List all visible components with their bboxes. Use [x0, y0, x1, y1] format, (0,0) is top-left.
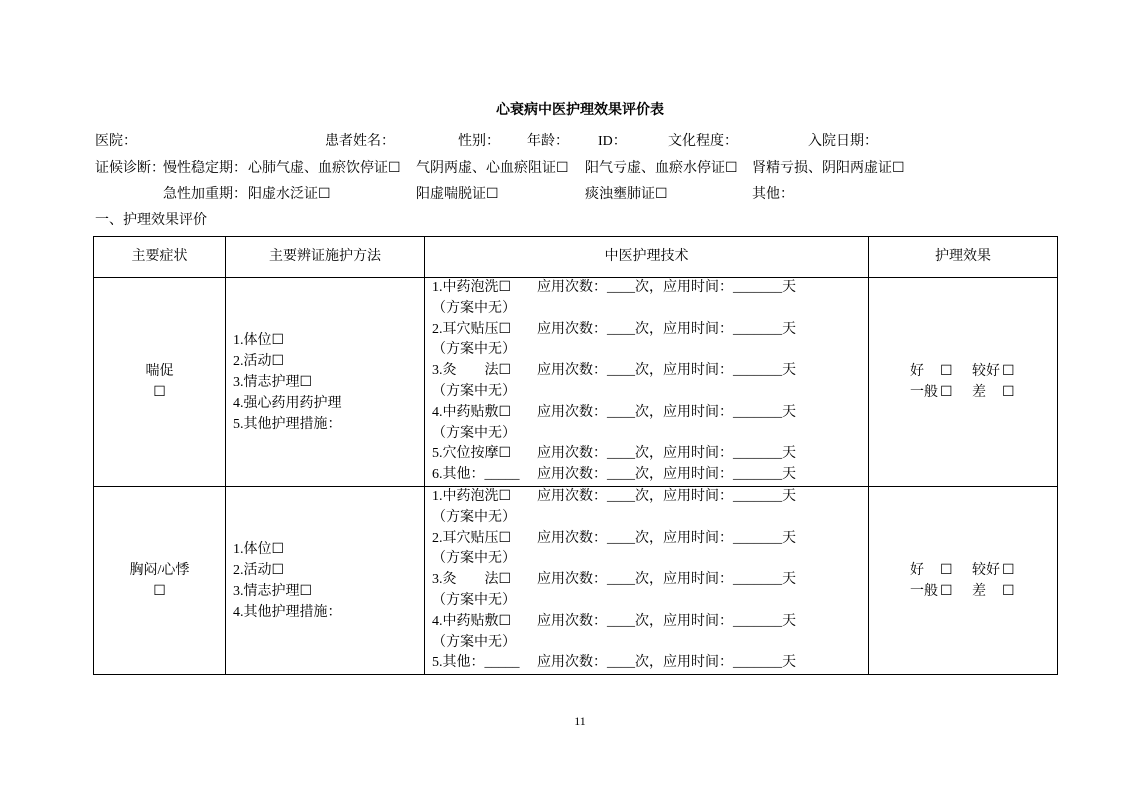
method-item: 2.活动☐: [233, 562, 285, 578]
effect-options: [910, 361, 1016, 403]
effect-label: 差: [972, 583, 986, 599]
chronic-option: 肾精亏损、阴阳两虚证☐: [752, 161, 905, 176]
technique-usage: 应用次数：____次，应用时间：_______天: [537, 446, 796, 462]
section-heading: 一、护理效果评价: [95, 213, 207, 228]
symptom-name: 胸闷/心悸: [129, 562, 190, 578]
technique-item: [432, 529, 868, 550]
technique-usage: 应用次数：____次，应用时间：_______天: [537, 321, 796, 337]
technique-name: 4.中药贴敷☐: [432, 613, 512, 629]
technique-usage: 应用次数：____次，应用时间：_______天: [537, 404, 796, 420]
effect-option-better: [972, 361, 1016, 382]
effect-option-good: [910, 560, 972, 581]
symptom-name: 喘促: [145, 364, 174, 379]
techniques-cell: [425, 278, 869, 487]
chronic-option: 心肺气虚、血瘀饮停证☐: [248, 161, 401, 176]
header-label: 主要辨证施护方法: [269, 249, 381, 264]
technique-note: （方案中无）: [432, 342, 516, 358]
effect-label: 较好: [972, 562, 1000, 578]
age-label: 年龄：: [527, 134, 569, 149]
technique-note: （方案中无）: [432, 300, 516, 316]
method-item: 1.体位☐: [233, 332, 285, 348]
methods-cell: [226, 278, 425, 487]
effect-option-average: [910, 581, 972, 602]
method-item: 4.强心药用药护理: [233, 395, 342, 411]
effect-label: 较好: [972, 364, 1000, 379]
checkbox: ☐: [940, 562, 953, 578]
technique-note: （方案中无）: [432, 634, 516, 650]
effect-option-good: [910, 361, 972, 382]
header-methods: [226, 237, 425, 278]
technique-item: [432, 653, 868, 674]
technique-usage: 应用次数：____次，应用时间：_______天: [537, 467, 796, 483]
chronic-stage-label: 慢性稳定期：: [163, 161, 247, 176]
effect-cell: [869, 487, 1058, 675]
checkbox: ☐: [1002, 562, 1015, 578]
effect-label: 一般: [910, 583, 938, 599]
technique-name: 4.中药贴敷☐: [432, 404, 512, 420]
technique-item: [432, 403, 868, 424]
technique-note: （方案中无）: [432, 509, 516, 525]
effect-options: [910, 560, 1016, 602]
effect-label: 差: [972, 385, 986, 400]
acute-option: 痰浊壅肺证☐: [585, 187, 668, 202]
technique-note: （方案中无）: [432, 383, 516, 399]
checkbox: ☐: [940, 583, 953, 599]
technique-usage: 应用次数：____次，应用时间：_______天: [537, 655, 796, 671]
technique-usage: 应用次数：____次，应用时间：_______天: [537, 613, 796, 629]
diagnosis-label: 证候诊断：: [95, 161, 165, 176]
technique-item: [432, 444, 868, 465]
acute-option: 阳虚水泛证☐: [248, 187, 331, 202]
symptom-cell: [94, 278, 226, 487]
technique-item: [432, 465, 868, 486]
chronic-option: 阳气亏虚、血瘀水停证☐: [585, 161, 738, 176]
gender-label: 性别：: [458, 134, 500, 149]
technique-item: [432, 320, 868, 341]
form-title: 心衰病中医护理效果评价表: [496, 103, 664, 118]
technique-usage: 应用次数：____次，应用时间：_______天: [537, 530, 796, 546]
id-label: ID：: [598, 134, 627, 149]
hospital-label: 医院：: [95, 134, 137, 149]
page-number: 11: [574, 714, 586, 728]
technique-item: [432, 570, 868, 591]
effect-label: 一般: [910, 385, 938, 400]
header-label: 主要症状: [131, 249, 188, 264]
acute-option: 阳虚喘脱证☐: [416, 187, 499, 202]
effect-label: 好: [910, 562, 924, 578]
technique-name: 3.灸 法☐: [432, 572, 512, 588]
technique-usage: 应用次数：____次，应用时间：_______天: [537, 280, 796, 295]
effect-option-poor: [972, 581, 1016, 602]
method-item: 3.情志护理☐: [233, 374, 313, 390]
method-item: 2.活动☐: [233, 353, 285, 369]
technique-name: 6.其他：_____: [432, 467, 520, 483]
technique-name: 3.灸 法☐: [432, 363, 512, 379]
checkbox: ☐: [940, 385, 953, 400]
header-techniques: [425, 237, 869, 278]
technique-usage: 应用次数：____次，应用时间：_______天: [537, 572, 796, 588]
chronic-option: 气阴两虚、心血瘀阻证☐: [416, 161, 569, 176]
effect-option-average: [910, 382, 972, 403]
technique-name: 1.中药泡洗☐: [432, 489, 512, 504]
checkbox: ☐: [1002, 583, 1015, 599]
method-item: 3.情志护理☐: [233, 583, 313, 599]
effect-option-poor: [972, 382, 1016, 403]
effect-cell: [869, 278, 1058, 487]
technique-item: [432, 278, 868, 299]
checkbox: ☐: [153, 583, 166, 599]
patient-name-label: 患者姓名：: [325, 134, 395, 149]
technique-item: [432, 487, 868, 508]
checkbox: ☐: [1002, 364, 1015, 379]
techniques-cell: [425, 487, 869, 675]
admission-date-label: 入院日期：: [808, 134, 878, 149]
header-symptom: [94, 237, 226, 278]
acute-other-label: 其他：: [752, 187, 794, 202]
technique-usage: 应用次数：____次，应用时间：_______天: [537, 489, 796, 504]
technique-name: 5.穴位按摩☐: [432, 446, 512, 462]
checkbox: ☐: [940, 364, 953, 379]
method-item: 4.其他护理措施：: [233, 604, 342, 620]
checkbox: ☐: [153, 385, 166, 400]
effect-option-better: [972, 560, 1016, 581]
technique-name: 1.中药泡洗☐: [432, 280, 512, 295]
acute-stage-label: 急性加重期：: [163, 187, 247, 202]
technique-name: 5.其他：_____: [432, 655, 520, 671]
header-label: 中医护理技术: [604, 249, 689, 264]
technique-note: （方案中无）: [432, 592, 516, 608]
methods-cell: [226, 487, 425, 675]
method-item: 5.其他护理措施：: [233, 416, 342, 432]
technique-item: [432, 612, 868, 633]
effect-label: 好: [910, 364, 924, 379]
technique-name: 2.耳穴贴压☐: [432, 321, 512, 337]
technique-usage: 应用次数：____次，应用时间：_______天: [537, 363, 796, 379]
evaluation-table: [93, 236, 1058, 675]
checkbox: ☐: [1002, 385, 1015, 400]
method-item: 1.体位☐: [233, 541, 285, 557]
education-label: 文化程度：: [668, 134, 738, 149]
technique-name: 2.耳穴贴压☐: [432, 530, 512, 546]
technique-note: （方案中无）: [432, 551, 516, 567]
symptom-cell: [94, 487, 226, 675]
header-effect: [869, 237, 1058, 278]
technique-note: （方案中无）: [432, 425, 516, 441]
technique-item: [432, 361, 868, 382]
header-label: 护理效果: [935, 249, 991, 264]
